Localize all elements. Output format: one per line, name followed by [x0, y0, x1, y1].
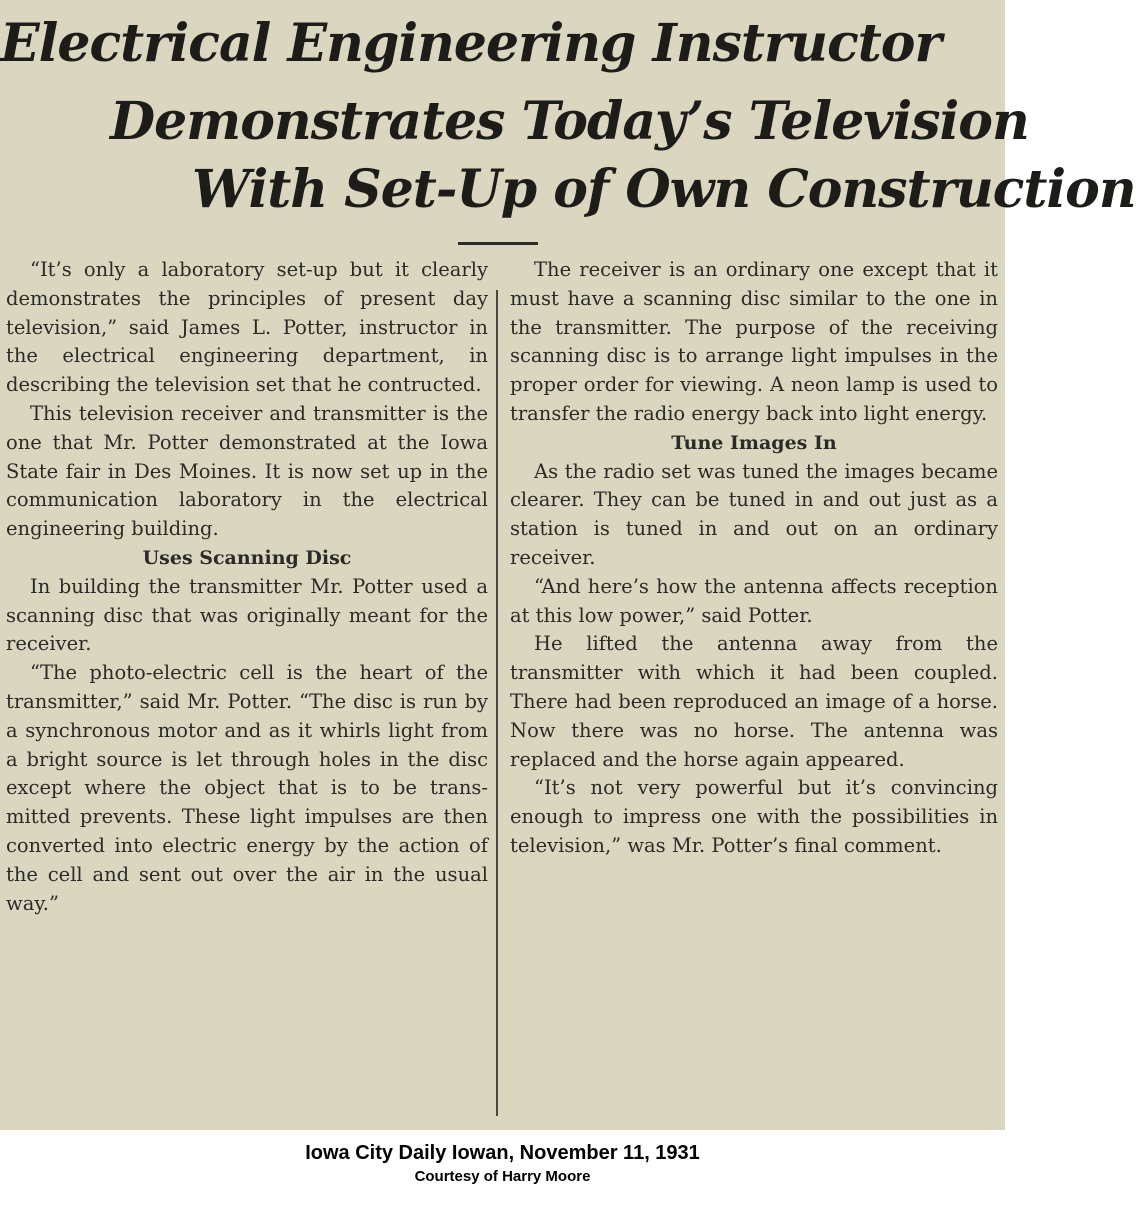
headline-rule: [458, 242, 538, 245]
paragraph: The receiver is an ordinary one except that it must have a scanning disc similar to the one in the transmitter. The purpose of the receiving scanning disc is to arrange light impulses in the proper order for viewing. A neon lamp is used to transfer the radio energy back into light energy.: [510, 258, 998, 425]
headline: [0, 0, 1136, 240]
headline-line-1: Electrical Engineering Instructor: [0, 13, 941, 74]
caption: [0, 1140, 1005, 1188]
headline-line-2: Demonstrates Today’s Television: [110, 91, 1029, 152]
paragraph: In building the transmitter Mr. Potter used a scanning disc that was originally meant for the receiver.: [6, 574, 488, 656]
paragraph: “The photo-electric cell is the heart of the transmitter,” said Mr. Potter. “The disc is run by a synchronous motor and as it whirls light from a bright source is let through holes in the disc except where the object that is to be transmitted prevents. These light impulses are then converted into electric energy by the action of the cell and sent out over the air in the usual way.”: [6, 661, 488, 915]
paragraph: As the radio set was tuned the images became clearer. They can be tuned in and out just as a station is tuned in and out on an ordinary receiver.: [510, 459, 998, 569]
column-divider: [496, 290, 498, 1116]
paragraph: “And here’s how the antenna affects reception at this low power,” said Potter.: [510, 574, 998, 627]
paragraph: He lifted the antenna away from the transmitter with which it had been coupled. There had been reproduced an image of a horse. Now there was no horse. The antenna was replaced and the horse again appeared.: [510, 632, 998, 771]
article-column-right: [510, 256, 998, 861]
subheading: Tune Images In: [671, 431, 837, 454]
headline-line-3: With Set-Up of Own Construction: [192, 159, 1136, 220]
paragraph: “It’s not very powerful but it’s convincing enough to impress one with the possibilities in television,” was Mr. Potter’s final comment.: [510, 776, 998, 857]
paragraph: “It’s only a laboratory set-up but it clearly demonstrates the principles of present day television,” said James L. Potter, instructor in the electrical engineering department, in describing the television set that he contructed.: [6, 258, 488, 397]
article-column-left: [6, 256, 488, 918]
source-caption: Iowa City Daily Iowan, November 11, 1931: [305, 1142, 700, 1164]
paragraph: This television receiver and transmitter is the one that Mr. Potter demonstrated at the Iowa State fair in Des Moines. It is now set up in the communication laboratory in the electrical engineering building.: [6, 401, 488, 541]
credit-caption: Courtesy of Harry Moore: [414, 1168, 591, 1185]
subheading: Uses Scanning Disc: [142, 546, 352, 569]
